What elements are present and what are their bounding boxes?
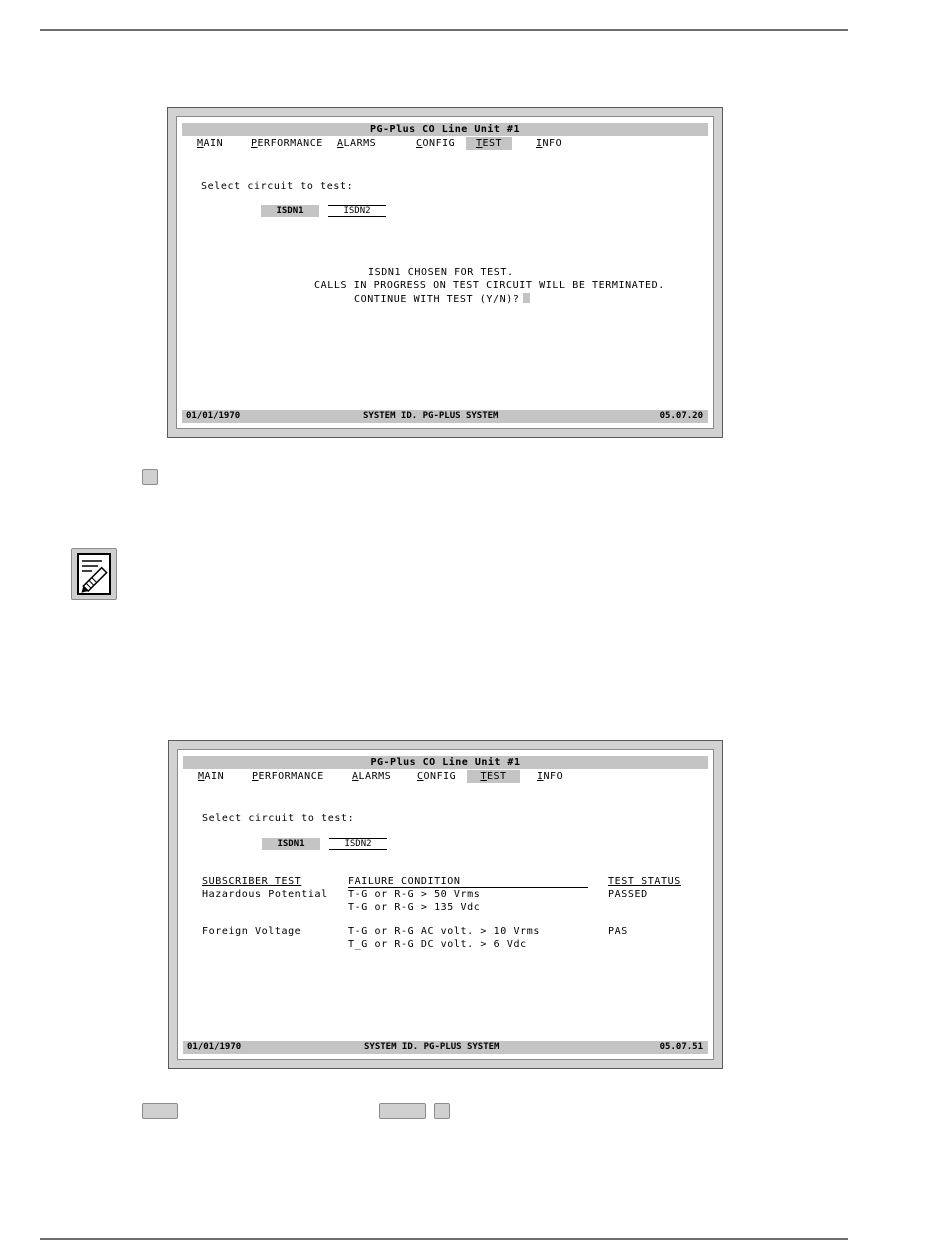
status-time: 05.07.20 <box>659 411 703 421</box>
row-2-condition-1: T-G or R-G AC volt. > 10 Vrms <box>348 926 540 937</box>
status-bar <box>182 410 708 423</box>
circuit-isdn2-button[interactable]: ISDN2 <box>328 205 386 217</box>
terminal-screen-1 <box>167 107 723 438</box>
status-system-id: SYSTEM ID. PG-PLUS SYSTEM <box>364 1042 500 1052</box>
message-line-1: ISDN1 CHOSEN FOR TEST. <box>368 267 514 278</box>
menu-performance[interactable]: PERFORMANCE <box>251 138 323 149</box>
terminal-screen-2 <box>168 740 723 1069</box>
status-system-id: SYSTEM ID. PG-PLUS SYSTEM <box>363 411 499 421</box>
message-line-3: CONTINUE WITH TEST (Y/N)? <box>354 293 530 306</box>
top-rule <box>40 29 848 31</box>
note-pencil-icon-graphic <box>72 549 116 599</box>
menu-info[interactable]: INFO <box>536 138 563 149</box>
failure-condition-underline <box>348 887 588 888</box>
circuit-isdn1-button[interactable]: ISDN1 <box>261 205 319 217</box>
text-cursor[interactable] <box>523 293 530 303</box>
key-glyph <box>434 1103 450 1119</box>
row-1-status: PASSED <box>608 889 648 900</box>
menu-test[interactable]: TEST <box>467 770 520 783</box>
menu-config[interactable]: CONFIG <box>417 771 457 782</box>
note-pencil-icon <box>71 548 117 600</box>
bottom-rule <box>40 1238 848 1240</box>
menu-main[interactable]: MAIN <box>198 771 225 782</box>
row-1-condition-2: T-G or R-G > 135 Vdc <box>348 902 481 913</box>
key-glyph <box>142 469 158 485</box>
status-bar <box>183 1041 708 1054</box>
row-2-test: Foreign Voltage <box>202 926 302 937</box>
menu-performance[interactable]: PERFORMANCE <box>252 771 324 782</box>
status-date: 01/01/1970 <box>186 411 241 421</box>
header-test-status: TEST STATUS <box>608 876 681 887</box>
menu-alarms[interactable]: ALARMS <box>337 138 377 149</box>
message-line-2: CALLS IN PROGRESS ON TEST CIRCUIT WILL BE TERMINATED. <box>314 280 665 291</box>
select-prompt: Select circuit to test: <box>202 813 355 824</box>
menu-alarms[interactable]: ALARMS <box>352 771 392 782</box>
screen-2-display <box>177 749 714 1060</box>
row-2-status: PAS <box>608 926 628 937</box>
status-time: 05.07.51 <box>659 1042 703 1052</box>
screen-title: PG-Plus CO Line Unit #1 <box>182 123 708 136</box>
key-glyph-wide <box>379 1103 426 1119</box>
select-prompt: Select circuit to test: <box>201 181 354 192</box>
menu-test[interactable]: TEST <box>466 137 512 150</box>
row-2-condition-2: T_G or R-G DC volt. > 6 Vdc <box>348 939 527 950</box>
circuit-isdn1-button[interactable]: ISDN1 <box>262 838 320 850</box>
status-date: 01/01/1970 <box>187 1042 242 1052</box>
menu-info[interactable]: INFO <box>537 771 564 782</box>
key-glyph-wide <box>142 1103 178 1119</box>
menu-main[interactable]: MAIN <box>197 138 224 149</box>
screen-1-display <box>176 116 714 429</box>
header-subscriber-test: SUBSCRIBER TEST <box>202 876 302 887</box>
row-1-condition-1: T-G or R-G > 50 Vrms <box>348 889 481 900</box>
header-failure-condition: FAILURE CONDITION <box>348 876 461 887</box>
menu-config[interactable]: CONFIG <box>416 138 456 149</box>
menu-bar <box>183 770 708 783</box>
menu-bar <box>182 137 708 150</box>
circuit-isdn2-button[interactable]: ISDN2 <box>329 838 387 850</box>
screen-title: PG-Plus CO Line Unit #1 <box>183 756 708 769</box>
row-1-test: Hazardous Potential <box>202 889 328 900</box>
